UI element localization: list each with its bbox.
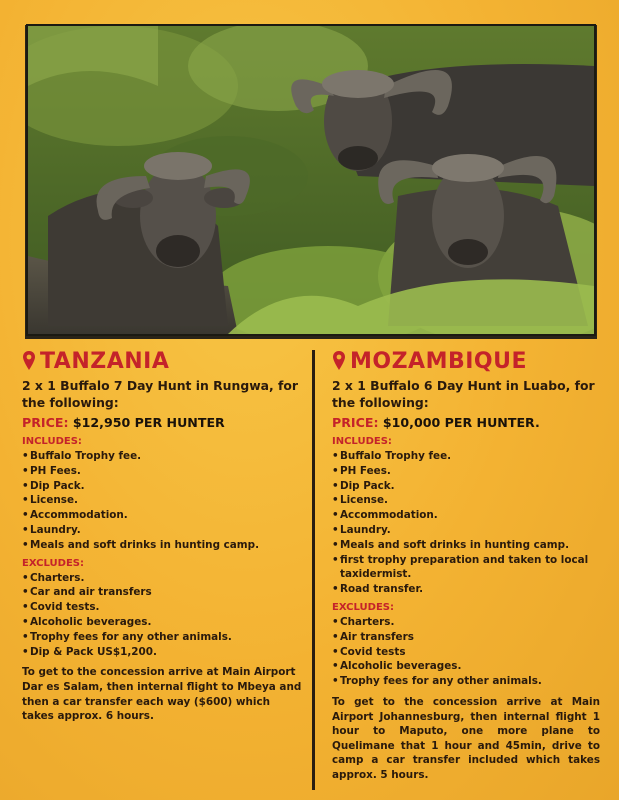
list-item: • Meals and soft drinks in hunting camp. — [22, 538, 304, 553]
list-item: • Trophy fees for any other animals. — [22, 630, 304, 645]
mozambique-heading — [332, 346, 600, 376]
excludes-list — [332, 615, 600, 689]
excludes-label: EXCLUDES: — [22, 557, 84, 569]
includes-list — [332, 449, 600, 597]
hunt-subtitle: 2 x 1 Buffalo 7 Day Hunt in Rungwa, for the following: — [22, 378, 299, 410]
list-item: • Alcoholic beverages. — [22, 615, 304, 630]
tanzania-heading — [22, 346, 304, 376]
list-item: • Covid tests. — [22, 600, 304, 615]
excludes-label: EXCLUDES: — [332, 601, 394, 613]
list-item: • Meals and soft drinks in hunting camp. — [332, 538, 600, 553]
list-item: • Buffalo Trophy fee. — [332, 449, 600, 464]
list-item: • Air transfers — [332, 630, 600, 645]
location-pin-icon — [332, 350, 346, 372]
price-label: PRICE: — [332, 415, 379, 430]
list-item: • Covid tests — [332, 645, 600, 660]
list-item: • Dip Pack. — [22, 479, 304, 494]
price-value: $12,950 PER HUNTER — [68, 415, 225, 430]
list-item: • Car and air transfers — [22, 585, 304, 600]
travel-note: To get to the concession arrive at Main Airport Johannesburg, then internal flight 1 hour to Maputo, one more plane to Quelimane that 1 hour and 45min, drive to camp a car transfer included which takes approx. 5 hours. — [332, 695, 600, 781]
price-label: PRICE: — [22, 415, 69, 430]
list-item: • License. — [332, 493, 600, 508]
list-item: • Dip Pack. — [332, 479, 600, 494]
location-pin-icon — [22, 350, 36, 372]
list-item: • Alcoholic beverages. — [332, 659, 600, 674]
column-divider — [312, 350, 315, 790]
includes-label: INCLUDES: — [332, 436, 392, 447]
includes-list — [22, 449, 304, 553]
price-line — [332, 414, 600, 431]
list-item: • Laundry. — [22, 523, 304, 538]
price-value: $10,000 PER HUNTER. — [378, 415, 540, 430]
heading-title: MOZAMBIQUE — [350, 348, 528, 374]
list-item: • Laundry. — [332, 523, 600, 538]
includes-label: INCLUDES: — [22, 436, 82, 447]
buffalo-photo — [28, 26, 594, 334]
list-item: • Accommodation. — [22, 508, 304, 523]
list-item: • first trophy preparation and taken to local taxidermist. — [332, 553, 600, 583]
list-item: • Accommodation. — [332, 508, 600, 523]
heading-title: TANZANIA — [40, 348, 170, 374]
price-line — [22, 414, 304, 431]
list-item: • Trophy fees for any other animals. — [332, 674, 600, 689]
list-item: • Buffalo Trophy fee. — [22, 449, 304, 464]
list-item: • Charters. — [332, 615, 600, 630]
tanzania-column — [22, 346, 304, 724]
list-item: • License. — [22, 493, 304, 508]
hunt-subtitle: 2 x 1 Buffalo 6 Day Hunt in Luabo, for the following: — [332, 378, 595, 410]
travel-note: To get to the concession arrive at Main Airport Dar es Salam, then internal flight to Mbeya and then a car transfer each way ($600) which takes approx. 6 hours. — [22, 666, 302, 723]
list-item: • PH Fees. — [22, 464, 304, 479]
list-item: • Dip & Pack US$1,200. — [22, 645, 304, 660]
mozambique-column — [332, 346, 600, 783]
list-item: • Road transfer. — [332, 582, 600, 597]
excludes-list — [22, 571, 304, 660]
list-item: • Charters. — [22, 571, 304, 586]
list-item: • PH Fees. — [332, 464, 600, 479]
